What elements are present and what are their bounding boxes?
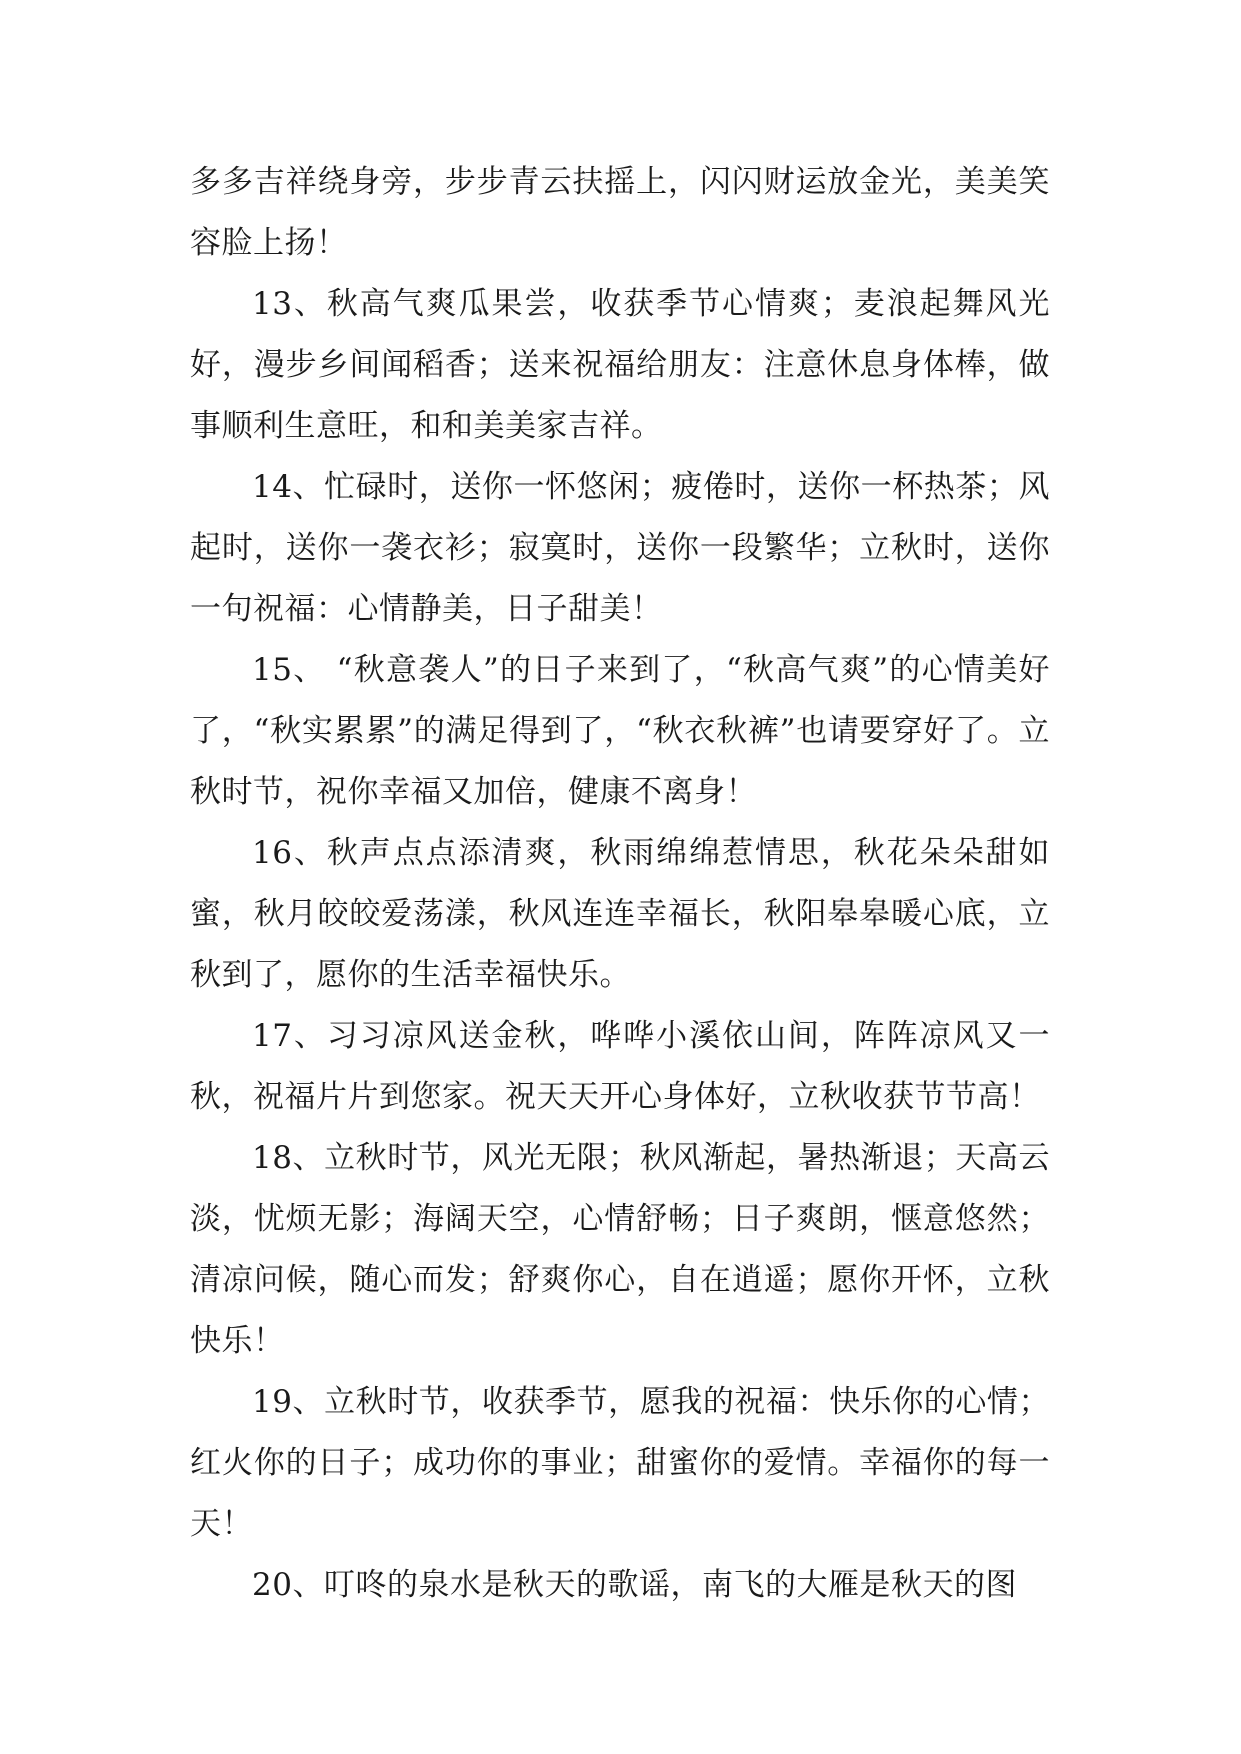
paragraph-item-20: 20、叮咚的泉水是秋天的歌谣，南飞的大雁是秋天的图 xyxy=(252,1567,1017,1603)
paragraph-item-19: 19、立秋时节，收获季节，愿我的祝福：快乐你的心情；红火你的日子；成功你的事业；甜蜜你的爱情。幸福你的每一天！ xyxy=(190,1384,1050,1542)
paragraph-item-16: 16、秋声点点添清爽，秋雨绵绵惹情思，秋花朵朵甜如蜜，秋月皎皎爱荡漾，秋风连连幸福长，秋阳皋皋暖心底，立秋到了，愿你的生活幸福快乐。 xyxy=(190,835,1050,993)
paragraph-item-18: 18、立秋时节，风光无限；秋风渐起，暑热渐退；天高云淡，忧烦无影；海阔天空，心情舒畅；日子爽朗，惬意悠然；清凉问候，随心而发；舒爽你心，自在逍遥；愿你开怀，立秋快乐！ xyxy=(190,1140,1050,1359)
paragraph-item-17: 17、习习凉风送金秋，哗哗小溪依山间，阵阵凉风又一秋，祝福片片到您家。祝天天开心身体好，立秋收获节节高！ xyxy=(190,1018,1050,1115)
paragraph-item-13: 13、秋高气爽瓜果尝，收获季节心情爽；麦浪起舞风光好，漫步乡间闻稻香；送来祝福给朋友：注意休息身体棒，做事顺利生意旺，和和美美家吉祥。 xyxy=(190,286,1050,444)
paragraph-continuation: 多多吉祥绕身旁，步步青云扶摇上，闪闪财运放金光，美美笑容脸上扬！ xyxy=(190,164,1050,261)
paragraph-item-15: 15、 “秋意袭人”的日子来到了，“秋高气爽”的心情美好了，“秋实累累”的满足得到了，“秋衣秋裤”也请要穿好了。立秋时节，祝你幸福又加倍，健康不离身！ xyxy=(190,652,1050,810)
paragraph-item-14: 14、忙碌时，送你一怀悠闲；疲倦时，送你一杯热茶；风起时，送你一袭衣衫；寂寞时，送你一段繁华；立秋时，送你一句祝福：心情静美，日子甜美！ xyxy=(190,469,1050,627)
document-body xyxy=(190,152,1050,1616)
